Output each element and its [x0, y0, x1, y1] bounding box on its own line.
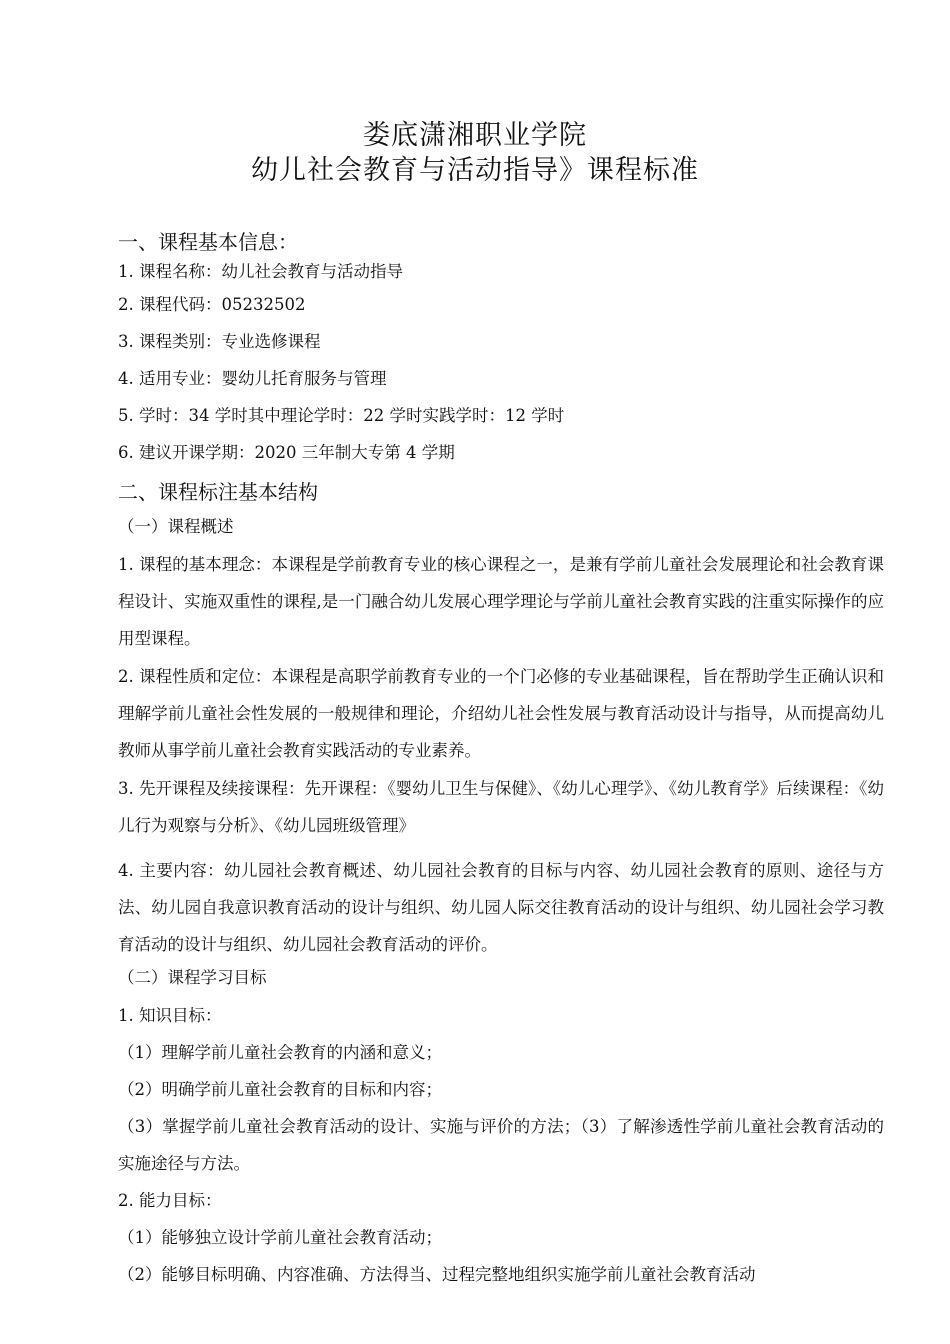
info-item-hours: 5. 学时：34 学时其中理论学时：22 学时实践学时：12 学时 [118, 406, 565, 425]
paragraph-prerequisite-courses: 3. 先开课程及续接课程：先开课程：《婴幼儿卫生与保健》、《幼儿心理学》、《幼儿教育学》后续课程：《幼儿行为观察与分析》、《幼儿园班级管理》 [118, 779, 884, 835]
paragraph-nature-positioning: 2. 课程性质和定位：本课程是高职学前教育专业的一个门必修的专业基础课程，旨在帮助学生正确认识和理解学前儿童社会性发展的一般规律和理论，介绍幼儿社会性发展与教育活动设计与指导，从而提高幼儿教师从事学前儿童社会教育实践活动的专业素养。 [118, 667, 884, 760]
paragraph-basic-concept: 1. 课程的基本理念：本课程是学前教育专业的核心课程之一，是兼有学前儿童社会发展理论和社会教育课程设计、实施双重性的课程,是一门融合幼儿发展心理学理论与学前儿童社会教育实践的注重实际操作的应用型课程。 [118, 555, 884, 648]
ability-goal-heading: 2. 能力目标： [118, 1191, 222, 1210]
school-name: 娄底潇湘职业学院 [363, 120, 587, 151]
subheading-course-overview: （一）课程概述 [118, 517, 234, 536]
section-heading-basic-info: 一、课程基本信息： [118, 230, 298, 254]
knowledge-goal-item: （2）明确学前儿童社会教育的目标和内容； [118, 1080, 442, 1099]
info-item-course-code: 2. 课程代码：05232502 [118, 295, 306, 314]
ability-goal-item: （1）能够独立设计学前儿童社会教育活动； [118, 1228, 442, 1247]
info-item-course-type: 3. 课程类别：专业选修课程 [118, 332, 321, 351]
course-standard-title: 幼儿社会教育与活动指导》课程标准 [251, 155, 699, 186]
ability-goal-item: （2）能够目标明确、内容准确、方法得当、过程完整地组织实施学前儿童社会教育活动 [118, 1265, 756, 1284]
info-item-applicable-major: 4. 适用专业：婴幼儿托育服务与管理 [118, 369, 387, 388]
knowledge-goal-heading: 1. 知识目标： [118, 1006, 222, 1025]
subheading-learning-goals: （二）课程学习目标 [118, 968, 267, 987]
knowledge-goal-item: （1）理解学前儿童社会教育的内涵和意义； [118, 1043, 442, 1062]
info-item-semester: 6. 建议开课学期：2020 三年制大专第 4 学期 [118, 443, 455, 462]
info-item-course-name: 1. 课程名称：幼儿社会教育与活动指导 [118, 262, 403, 281]
paragraph-main-content: 4. 主要内容：幼儿园社会教育概述、幼儿园社会教育的目标与内容、幼儿园社会教育的原则、途径与方法、幼儿园自我意识教育活动的设计与组织、幼儿园人际交往教育活动的设计与组织、幼儿园社会学习教育活动的设计与组织、幼儿园社会教育活动的评价。 [118, 861, 884, 954]
section-heading-structure: 二、课程标注基本结构 [118, 480, 318, 504]
knowledge-goal-item: （3）掌握学前儿童社会教育活动的设计、实施与评价的方法；（3）了解渗透性学前儿童社会教育活动的实施途径与方法。 [118, 1117, 884, 1173]
